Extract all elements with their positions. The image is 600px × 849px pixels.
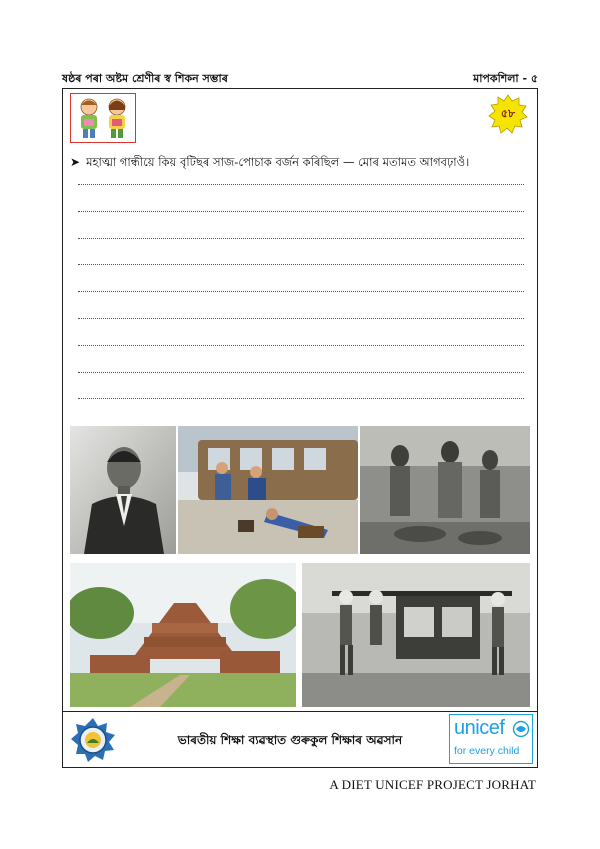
diet-emblem-icon [70, 717, 116, 763]
answer-line[interactable] [78, 184, 524, 185]
answer-line[interactable] [78, 291, 524, 292]
arrow-icon: ➤ [70, 155, 81, 169]
unicef-logo [449, 714, 533, 764]
caption-text: ভাৰতীয় শিক্ষা ব্যৱস্থাত গুৰুকুল শিক্ষাৰ অৱসান [177, 733, 403, 747]
gandhi-portrait-photo [70, 426, 176, 554]
answer-line[interactable] [78, 318, 524, 319]
question [70, 154, 538, 173]
famine-photo [360, 426, 530, 554]
answer-line[interactable] [78, 345, 524, 346]
page-number-badge [488, 94, 528, 134]
answer-line[interactable] [78, 398, 524, 399]
diet-logo [70, 717, 116, 763]
train-incident-illustration [178, 426, 358, 554]
palanquin-photo [302, 563, 530, 707]
unicef-wordmark: unicef [454, 717, 505, 739]
page-header [62, 68, 538, 90]
children-reading-icon [71, 94, 135, 142]
header-title: ষষ্ঠৰ পৰা অষ্টম শ্ৰেণীৰ স্ব শিকন সম্ভাৰ [62, 72, 228, 85]
unicef-tagline: for every child [454, 745, 520, 757]
kids-illustration [70, 93, 136, 143]
answer-line[interactable] [78, 372, 524, 373]
page-number: ৫৮ [500, 107, 516, 120]
question-text: মহাত্মা গান্ধীয়ে কিয় বৃটিছৰ সাজ-পোচাক বৰ্জন কৰিছিল — মোৰ মতামত আগবঢ়াওঁ। [86, 155, 470, 169]
answer-area[interactable] [78, 184, 524, 425]
unicef-globe-icon [512, 720, 530, 738]
answer-line[interactable] [78, 211, 524, 212]
answer-line[interactable] [78, 238, 524, 239]
footer-credit: A DIET UNICEF PROJECT JORHAT [329, 777, 536, 792]
answer-line[interactable] [78, 264, 524, 265]
worksheet-number: মাপকশিলা - ৫ [473, 72, 538, 85]
nalanda-ruins-photo [70, 563, 296, 707]
